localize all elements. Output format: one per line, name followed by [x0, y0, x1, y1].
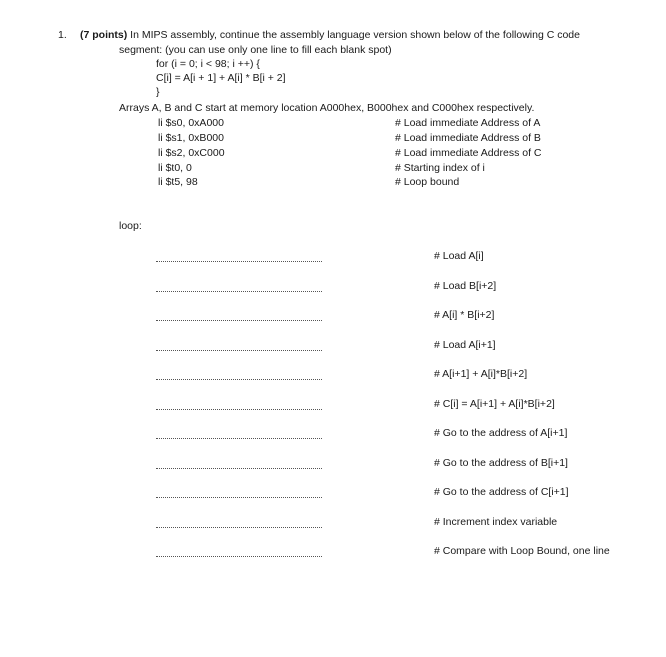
- init-comment: # Load immediate Address of C: [395, 147, 542, 159]
- c-code-line: }: [156, 86, 160, 98]
- init-code-line: li $s0, 0xA000: [158, 117, 224, 129]
- answer-blank[interactable]: [156, 497, 322, 498]
- loop-label: loop:: [119, 220, 142, 232]
- question-prompt-text: In MIPS assembly, continue the assembly language version shown below of the following C code: [130, 29, 580, 41]
- arrays-description: Arrays A, B and C start at memory location A000hex, B000hex and C000hex respectively.: [119, 102, 535, 114]
- init-code-line: li $s1, 0xB000: [158, 132, 224, 144]
- blank-comment: # C[i] = A[i+1] + A[i]*B[i+2]: [434, 398, 555, 410]
- blank-comment: # Load A[i+1]: [434, 339, 496, 351]
- init-comment: # Starting index of i: [395, 162, 485, 174]
- init-comment: # Load immediate Address of B: [395, 132, 541, 144]
- c-code-line: for (i = 0; i < 98; i ++) {: [156, 58, 260, 70]
- init-code-line: li $s2, 0xC000: [158, 147, 225, 159]
- init-code-line: li $t5, 98: [158, 176, 198, 188]
- c-code-line: C[i] = A[i + 1] + A[i] * B[i + 2]: [156, 72, 286, 84]
- init-comment: # Load immediate Address of A: [395, 117, 541, 129]
- answer-blank[interactable]: [156, 320, 322, 321]
- blank-comment: # Go to the address of B[i+1]: [434, 457, 568, 469]
- blank-comment: # Compare with Loop Bound, one line: [434, 545, 610, 557]
- question-prompt-line2: segment: (you can use only one line to fill each blank spot): [119, 44, 392, 56]
- blank-comment: # Go to the address of C[i+1]: [434, 486, 569, 498]
- question-points: (7 points): [80, 29, 128, 41]
- answer-blank[interactable]: [156, 261, 322, 262]
- blank-comment: # Go to the address of A[i+1]: [434, 427, 568, 439]
- answer-blank[interactable]: [156, 350, 322, 351]
- answer-blank[interactable]: [156, 379, 322, 380]
- answer-blank[interactable]: [156, 291, 322, 292]
- answer-blank[interactable]: [156, 468, 322, 469]
- blank-comment: # A[i] * B[i+2]: [434, 309, 495, 321]
- question-number: 1.: [58, 29, 67, 41]
- blank-comment: # A[i+1] + A[i]*B[i+2]: [434, 368, 528, 380]
- blank-comment: # Load B[i+2]: [434, 280, 497, 292]
- answer-blank[interactable]: [156, 556, 322, 557]
- answer-blank[interactable]: [156, 527, 322, 528]
- answer-blank[interactable]: [156, 409, 322, 410]
- answer-blank[interactable]: [156, 438, 322, 439]
- blank-comment: # Increment index variable: [434, 516, 558, 528]
- init-comment: # Loop bound: [395, 176, 460, 188]
- question-prompt-line1: [80, 30, 580, 41]
- init-code-line: li $t0, 0: [158, 162, 192, 174]
- blank-comment: # Load A[i]: [434, 250, 484, 262]
